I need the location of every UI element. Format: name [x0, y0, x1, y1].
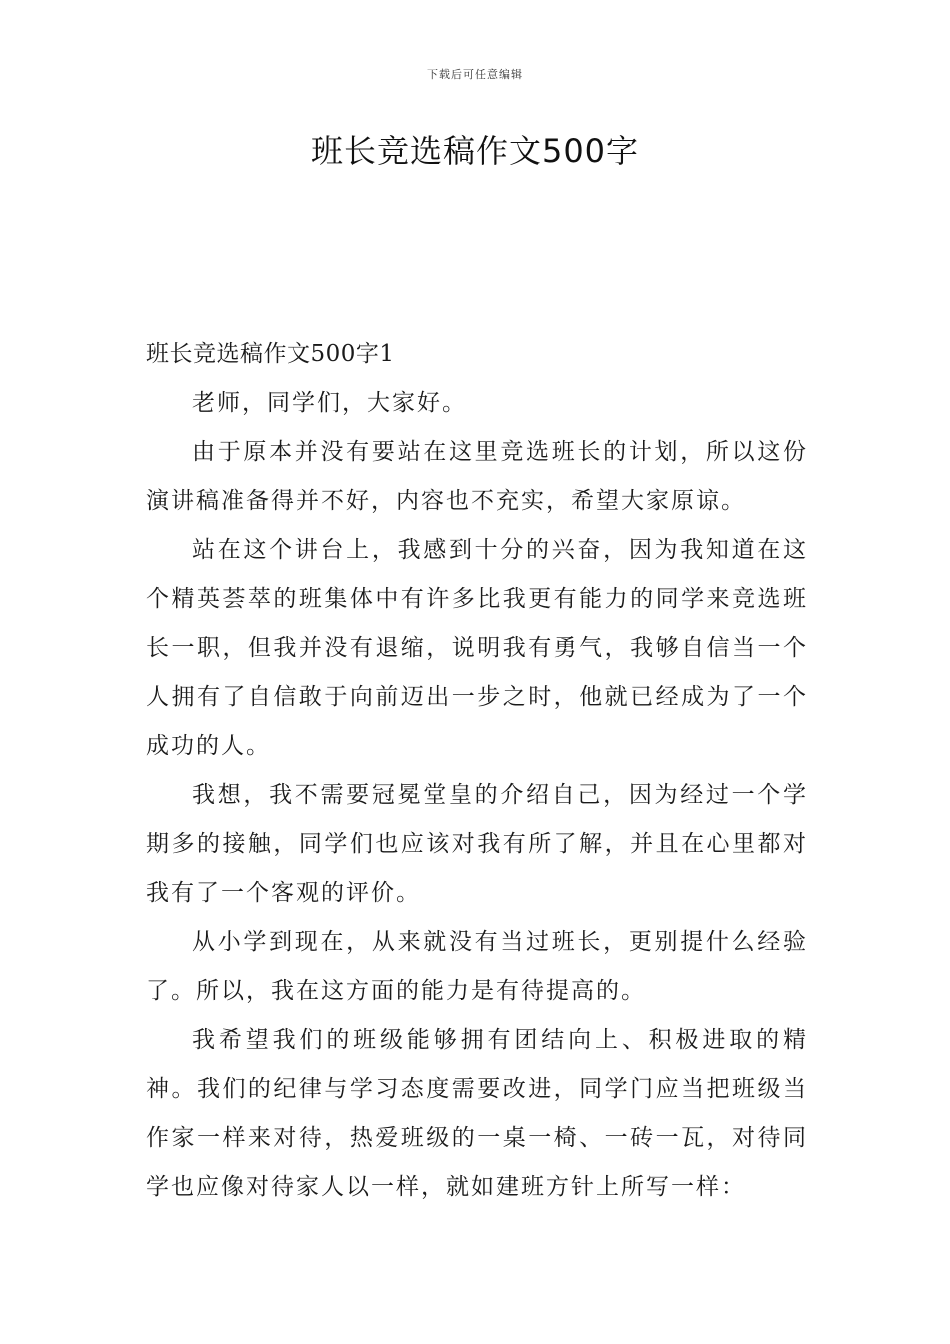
paragraph: 我希望我们的班级能够拥有团结向上、积极进取的精神。我们的纪律与学习态度需要改进，同学门应当把班级当作家一样来对待，热爱班级的一桌一椅、一砖一瓦，对待同学也应像对待家人以一样，就如建班方针上所写一样：	[146, 1027, 808, 1200]
document-body	[146, 330, 808, 1212]
document-title: 班长竞选稿作文500字	[310, 132, 640, 170]
section-heading: 班长竞选稿作文500字1	[146, 341, 395, 367]
header-note: 下载后可任意编辑	[427, 68, 523, 81]
paragraph: 从小学到现在，从来就没有当过班长，更别提什么经验了。所以，我在这方面的能力是有待提高的。	[146, 929, 808, 1004]
paragraph: 我想，我不需要冠冕堂皇的介绍自己，因为经过一个学期多的接触，同学们也应该对我有所了解，并且在心里都对我有了一个客观的评价。	[146, 782, 808, 906]
paragraph: 由于原本并没有要站在这里竞选班长的计划，所以这份演讲稿准备得并不好，内容也不充实，希望大家原谅。	[146, 439, 808, 514]
paragraph: 老师，同学们，大家好。	[192, 390, 467, 416]
paragraph: 站在这个讲台上，我感到十分的兴奋，因为我知道在这个精英荟萃的班集体中有许多比我更有能力的同学来竞选班长一职，但我并没有退缩，说明我有勇气，我够自信当一个人拥有了自信敢于向前迈出一步之时，他就已经成为了一个成功的人。	[146, 537, 808, 759]
